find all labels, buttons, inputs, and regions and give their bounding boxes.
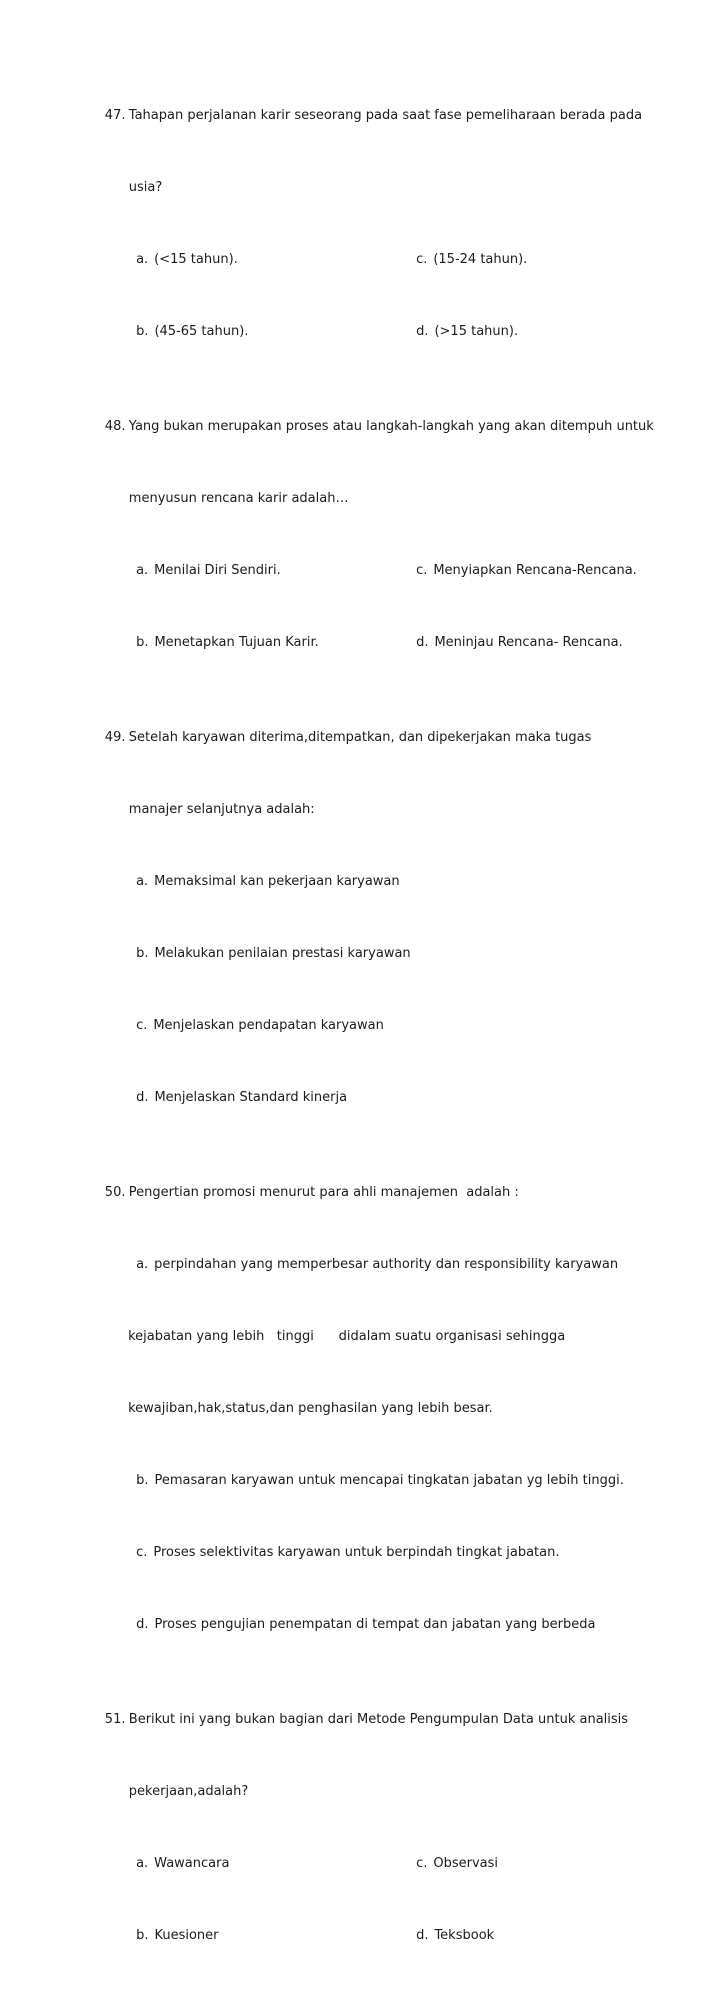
option-50a — [103, 1229, 618, 1301]
option-row — [80, 535, 720, 607]
question-47 — [80, 80, 720, 368]
option-49a — [103, 846, 400, 918]
question-text: Berikut ini yang bukan bagian dari Metode Pengumpulan Data untuk analisis — [128, 1712, 629, 1727]
question-51-line-2 — [80, 1756, 720, 1828]
option-label: d. — [416, 324, 429, 339]
option-text: Kuesioner — [154, 1928, 219, 1943]
option-51c — [383, 1828, 498, 1900]
option-label: a. — [136, 252, 149, 267]
option-label: d. — [416, 1928, 429, 1943]
option-row — [80, 1589, 720, 1661]
question-number: 47. — [104, 108, 126, 123]
option-47c — [383, 224, 527, 296]
option-text: (<15 tahun). — [154, 252, 238, 267]
question-text: pekerjaan,adalah? — [128, 1784, 249, 1799]
option-label: a. — [136, 1856, 149, 1871]
option-label: d. — [416, 635, 429, 650]
option-text: Observasi — [433, 1856, 498, 1871]
option-text: Proses selektivitas karyawan untuk berpindah tingkat jabatan. — [153, 1545, 560, 1560]
option-49d — [103, 1062, 347, 1134]
option-label: a. — [136, 563, 149, 578]
option-49b — [103, 918, 411, 990]
option-text: perpindahan yang memperbesar authority dan responsibility karyawan — [154, 1257, 619, 1272]
option-50a-continuation — [95, 1301, 565, 1373]
question-48 — [80, 391, 720, 679]
option-51b — [103, 1900, 383, 1972]
option-text: Melakukan penilaian prestasi karyawan — [154, 946, 411, 961]
option-label: d. — [136, 1617, 149, 1632]
option-text: (>15 tahun). — [434, 324, 519, 339]
question-48-line-2 — [80, 463, 720, 535]
option-text: kewajiban,hak,status,dan penghasilan yang lebih besar. — [128, 1401, 493, 1416]
option-51d — [383, 1900, 494, 1972]
option-text: Wawancara — [154, 1856, 230, 1871]
option-51a — [103, 1828, 383, 1900]
question-47-line-1 — [80, 80, 720, 152]
option-text: Menjelaskan Standard kinerja — [154, 1090, 348, 1105]
option-label: a. — [136, 874, 149, 889]
option-label: c. — [136, 1545, 148, 1560]
option-text: Memaksimal kan pekerjaan karyawan — [154, 874, 400, 889]
option-48d — [383, 607, 623, 679]
question-text: manajer selanjutnya adalah: — [128, 802, 315, 817]
option-text: kejabatan yang lebih tinggi didalam suatu organisasi sehingga — [128, 1329, 566, 1344]
option-47a — [103, 224, 383, 296]
option-47d — [383, 296, 518, 368]
option-label: d. — [136, 1090, 149, 1105]
option-label: b. — [136, 635, 149, 650]
option-row — [80, 1229, 720, 1301]
question-51 — [80, 1684, 720, 1972]
option-row — [80, 224, 720, 296]
option-49c — [103, 990, 384, 1062]
option-text: Proses pengujian penempatan di tempat dan jabatan yang berbeda — [154, 1617, 596, 1632]
option-row — [80, 607, 720, 679]
option-label: c. — [416, 563, 428, 578]
exam-document-page — [80, 80, 720, 1995]
question-47-line-2 — [80, 152, 720, 224]
option-row — [80, 296, 720, 368]
option-label: b. — [136, 946, 149, 961]
question-number: 51. — [104, 1712, 126, 1727]
option-label: c. — [416, 252, 428, 267]
option-text: (15-24 tahun). — [433, 252, 528, 267]
question-50 — [80, 1157, 720, 1661]
option-row — [80, 1062, 720, 1134]
option-row — [80, 990, 720, 1062]
question-text: Pengertian promosi menurut para ahli manajemen adalah : — [128, 1185, 519, 1200]
question-number: 49. — [104, 730, 126, 745]
option-50b — [103, 1445, 624, 1517]
question-number: 50. — [104, 1185, 126, 1200]
option-label: b. — [136, 1473, 149, 1488]
option-label: b. — [136, 324, 149, 339]
option-row — [80, 918, 720, 990]
option-50c — [103, 1517, 559, 1589]
option-50a-continuation — [95, 1373, 493, 1445]
option-48c — [383, 535, 637, 607]
option-row — [80, 1445, 720, 1517]
option-row — [80, 1517, 720, 1589]
question-text: usia? — [128, 180, 163, 195]
question-49-line-1 — [80, 702, 720, 774]
question-text: Setelah karyawan diterima,ditempatkan, dan dipekerjakan maka tugas — [128, 730, 592, 745]
option-text: Teksbook — [434, 1928, 495, 1943]
option-row — [80, 846, 720, 918]
question-49-line-2 — [80, 774, 720, 846]
question-48-line-1 — [80, 391, 720, 463]
option-text: Pemasaran karyawan untuk mencapai tingkatan jabatan yg lebih tinggi. — [154, 1473, 624, 1488]
option-50d — [103, 1589, 595, 1661]
option-row — [80, 1828, 720, 1900]
question-50-line-1 — [80, 1157, 720, 1229]
option-text: (45-65 tahun). — [154, 324, 249, 339]
option-row-continuation — [80, 1373, 720, 1445]
option-text: Menetapkan Tujuan Karir. — [154, 635, 319, 650]
option-text: Menyiapkan Rencana-Rencana. — [433, 563, 637, 578]
question-text: Tahapan perjalanan karir seseorang pada saat fase pemeliharaan berada pada — [128, 108, 643, 123]
question-number: 48. — [104, 419, 126, 434]
option-row-continuation — [80, 1301, 720, 1373]
option-row — [80, 1900, 720, 1972]
option-label: b. — [136, 1928, 149, 1943]
question-text: Yang bukan merupakan proses atau langkah-langkah yang akan ditempuh untuk — [128, 419, 654, 434]
option-label: c. — [416, 1856, 428, 1871]
option-text: Menjelaskan pendapatan karyawan — [153, 1018, 384, 1033]
question-49 — [80, 702, 720, 1134]
question-text: menyusun rencana karir adalah… — [128, 491, 349, 506]
option-47b — [103, 296, 383, 368]
option-label: a. — [136, 1257, 149, 1272]
option-text: Menilai Diri Sendiri. — [154, 563, 281, 578]
option-text: Meninjau Rencana- Rencana. — [434, 635, 623, 650]
option-48a — [103, 535, 383, 607]
question-51-line-1 — [80, 1684, 720, 1756]
option-48b — [103, 607, 383, 679]
option-label: c. — [136, 1018, 148, 1033]
